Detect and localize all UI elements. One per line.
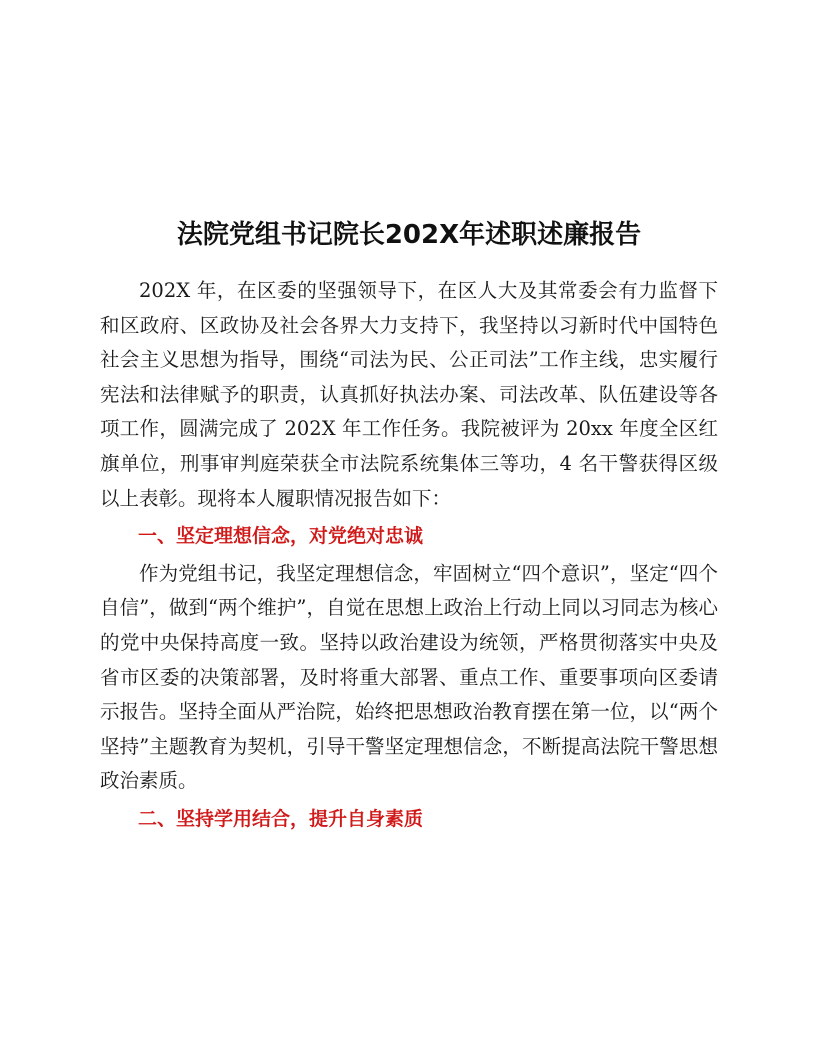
section-heading-1: 一、坚定理想信念，对党绝对忠诚 [138,525,424,548]
section-body-1: 作为党组书记，我坚定理想信念，牢固树立“四个意识”，坚定“四个自信”，做到“两个维护”，自觉在思想上政治上行动上同以习同志为核心的党中央保持高度一致。坚持以政治建设为统领，严格贯彻落实中央及省市区委的决策部署，及时将重大部署、重点工作、重要事项向区委请示报告。坚持全面从严治院，始终把思想政治教育摆在第一位，以“两个坚持”主题教育为契机，引导干警坚定理想信念，不断提高法院干警思想政治素质。 [100,561,718,793]
intro-paragraph: 202X 年，在区委的坚强领导下，在区人大及其常委会有力监督下和区政府、区政协及社会各界大力支持下，我坚持以习新时代中国特色社会主义思想为指导，围绕“司法为民、公正司法”工作主线，忠实履行宪法和法律赋予的职责，认真抓好执法办案、司法改革、队伍建设等各项工作，圆满完成了 202X 年工作任务。我院被评为 20xx 年度全区红旗单位，刑事审判庭荣获全市法院系统集体三等功，4 名干警获得区级以上表彰。现将本人履职情况报告如下： [100,279,718,510]
document-title: 法院党组书记院长202X年述职述廉报告 [176,220,642,250]
section-heading-2: 二、坚持学用结合，提升自身素质 [138,807,424,830]
document-content [100,212,718,840]
